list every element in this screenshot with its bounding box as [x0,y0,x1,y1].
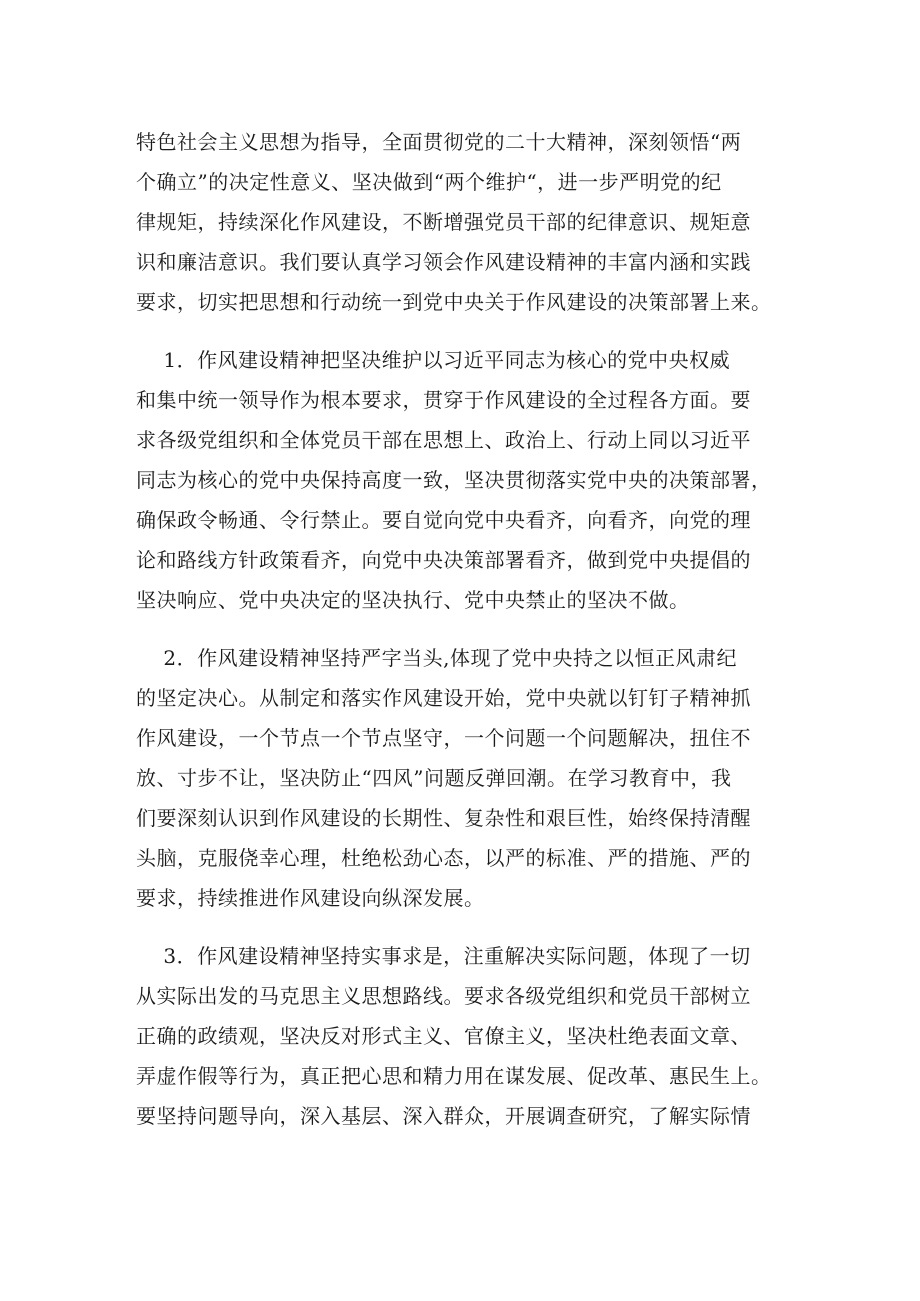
text-line: 同志为核心的党中央保持高度一致，坚决贯彻落实党中央的决策部署， [136,468,772,492]
text-line: 们要深刻认识到作风建设的长期性、复杂性和艰巨性，始终保持清醒 [136,806,751,830]
text-line: 确保政令畅通、令行禁止。要自觉向党中央看齐，向看齐，向党的理 [136,508,751,532]
text-line: 律规矩，持续深化作风建设，不断增强党员干部的纪律意识、规矩意 [136,210,751,234]
text-line: 个确立”的决定性意义、坚决做到“两个维护“，进一步严明党的纪 [136,170,722,194]
text-line: 从实际出发的马克思主义思想路线。要求各级党组织和党员干部树立 [136,984,751,1008]
text-line: 的坚定决心。从制定和落实作风建设开始，党中央就以钉钉子精神抓 [136,686,751,710]
text-line: 求各级党组织和全体党员干部在思想上、政治上、行动上同以习近平 [136,428,751,452]
paragraph-intro [136,122,804,322]
paragraph-point-3 [136,936,804,1136]
text-line: 1．作风建设精神把坚决维护以习近平同志为核心的党中央权威 [136,348,731,372]
text-line: 论和路线方针政策看齐，向党中央决策部署看齐，做到党中央提倡的 [136,548,751,572]
text-line: 要求，持续推进作风建设向纵深发展。 [136,886,485,910]
text-line: 2．作风建设精神坚持严字当头,体现了党中央持之以恒正风肃纪 [136,646,737,670]
document-body [136,122,804,1136]
text-line: 弄虚作假等行为，真正把心思和精力用在谋发展、促改革、惠民生上。 [136,1064,772,1088]
text-line: 作风建设，一个节点一个节点坚守，一个问题一个问题解决，扭住不 [136,726,751,750]
text-line: 要求，切实把思想和行动统一到党中央关于作风建设的决策部署上来。 [136,290,772,314]
text-line: 放、寸步不让，坚决防止“四风”问题反弹回潮。在学习教育中，我 [136,766,732,790]
paragraph-point-1 [136,340,804,620]
text-line: 3．作风建设精神坚持实事求是，注重解决实际问题，体现了一切 [136,944,751,968]
text-line: 和集中统一领导作为根本要求，贯穿于作风建设的全过程各方面。要 [136,388,751,412]
text-line: 头脑，克服侥幸心理，杜绝松劲心态，以严的标准、严的措施、严的 [136,846,751,870]
text-line: 识和廉洁意识。我们要认真学习领会作风建设精神的丰富内涵和实践 [136,250,751,274]
text-line: 特色社会主义思想为指导，全面贯彻党的二十大精神，深刻领悟“两 [136,130,742,154]
text-line: 要坚持问题导向，深入基层、深入群众，开展调查研究，了解实际情 [136,1104,751,1128]
text-line: 正确的政绩观，坚决反对形式主义、官僚主义，坚决杜绝表面文章、 [136,1024,751,1048]
text-line: 坚决响应、党中央决定的坚决执行、党中央禁止的坚决不做。 [136,588,690,612]
paragraph-point-2 [136,638,804,918]
